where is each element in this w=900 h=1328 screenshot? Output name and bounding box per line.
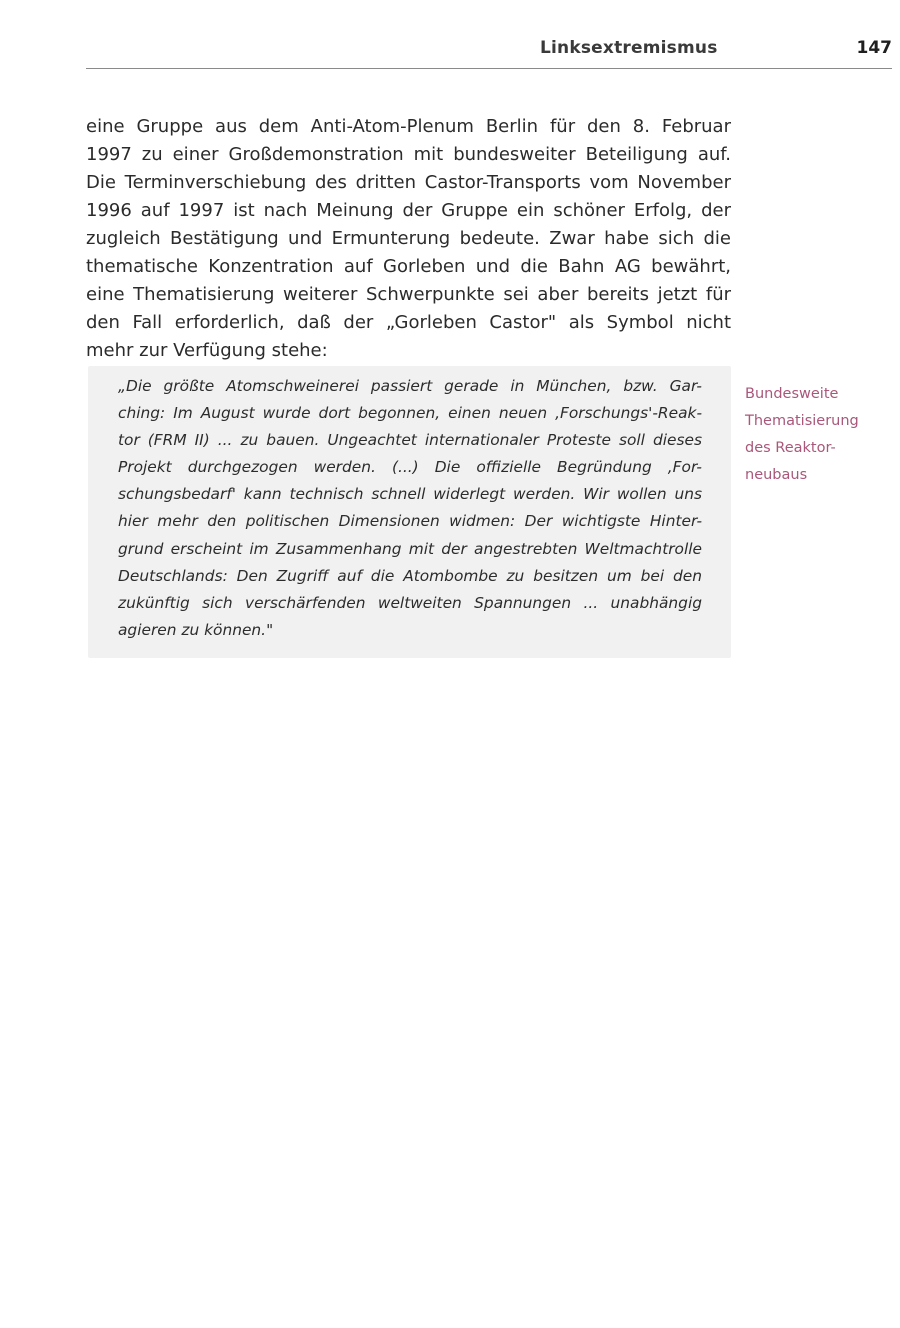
quote-line: „Die größte Atomschweinerei passiert gerade in München, bzw. Gar- <box>118 377 702 395</box>
body-line: Die Terminverschiebung des dritten Castor-Transports vom November <box>86 172 731 193</box>
margin-note-line: neubaus <box>745 467 808 483</box>
body-line: eine Thematisierung weiterer Schwerpunkte sei aber bereits jetzt für <box>86 284 731 305</box>
body-line: mehr zur Verfügung stehe: <box>86 340 328 361</box>
quote-line: Deutschlands: Den Zugriff auf die Atombombe zu besitzen um bei den <box>118 566 702 585</box>
body-line: zugleich Bestätigung und Ermunterung bedeute. Zwar habe sich die <box>86 228 731 249</box>
block-quote <box>118 373 702 644</box>
body-line: den Fall erforderlich, daß der „Gorleben Castor" als Symbol nicht <box>86 312 731 333</box>
body-line: eine Gruppe aus dem Anti-Atom-Plenum Berlin für den 8. Februar <box>86 116 731 137</box>
margin-note-line: Bundesweite <box>745 386 839 402</box>
header-divider <box>86 68 892 69</box>
page-number: 147 <box>856 38 892 58</box>
quote-line: zukünftig sich verschärfenden weltweiten Spannungen ... unabhängig <box>118 593 702 612</box>
quote-line: ching: Im August wurde dort begonnen, einen neuen ‚Forschungs'-Reak- <box>118 404 702 423</box>
body-line: 1996 auf 1997 ist nach Meinung der Gruppe ein schöner Erfolg, der <box>86 200 731 221</box>
quote-line: schungsbedarf' kann technisch schnell widerlegt werden. Wir wollen uns <box>118 485 702 504</box>
margin-note <box>745 381 895 489</box>
margin-note-line: Thematisierung <box>745 413 859 429</box>
running-header-title: Linksextremismus <box>540 38 718 58</box>
quote-line: tor (FRM II) ... zu bauen. Ungeachtet internationaler Proteste soll dieses <box>118 431 702 450</box>
body-line: thematische Konzentration auf Gorleben und die Bahn AG bewährt, <box>86 256 731 277</box>
quote-line: Projekt durchgezogen werden. (...) Die offizielle Begründung ‚For- <box>118 458 702 477</box>
body-line: 1997 zu einer Großdemonstration mit bundesweiter Beteiligung auf. <box>86 144 731 165</box>
margin-note-line: des Reaktor- <box>745 440 836 456</box>
quote-line: agieren zu können." <box>118 620 274 639</box>
body-paragraph <box>86 113 731 365</box>
quote-line: hier mehr den politischen Dimensionen widmen: Der wichtigste Hinter- <box>118 512 702 531</box>
quote-line: grund erscheint im Zusammenhang mit der angestrebten Weltmachtrolle <box>118 539 702 558</box>
